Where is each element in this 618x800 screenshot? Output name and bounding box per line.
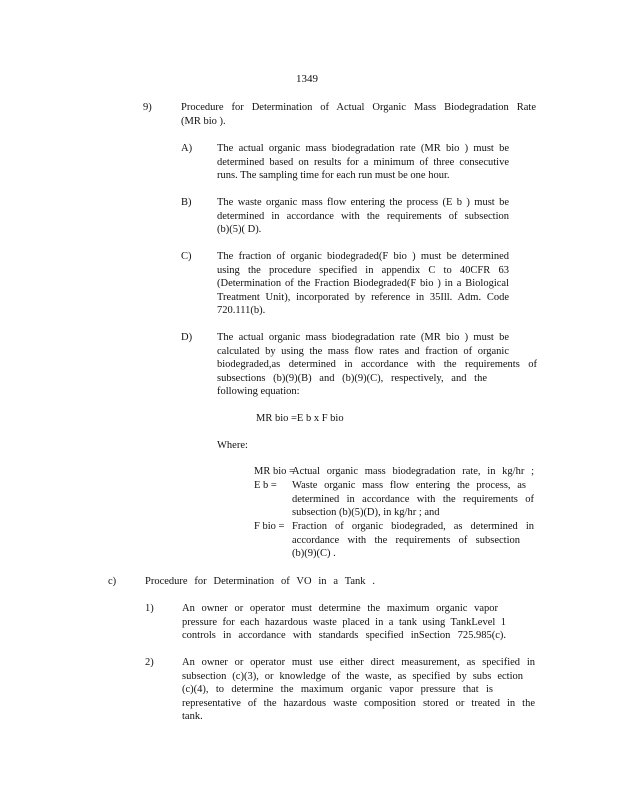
text-line: The waste organic mass flow entering the process (E b ) must be bbox=[217, 197, 509, 208]
text-line: Waste organic mass flow entering the process, as bbox=[292, 480, 526, 491]
definition-text bbox=[292, 479, 534, 520]
definition-term: MR bio = bbox=[254, 466, 295, 477]
text-line: (Determination of the Fraction Biodegraded(F bio ) in a Biological bbox=[217, 278, 509, 290]
section-c-marker: c) bbox=[108, 576, 117, 587]
text-line: pressure for each hazardous waste placed in a tank using TankLevel 1 bbox=[182, 616, 506, 628]
text-line: tank. bbox=[182, 711, 203, 723]
text-line: determined based on results for a minimum of three consecutive bbox=[217, 156, 509, 168]
definition-term: E b = bbox=[254, 480, 277, 491]
text-line: Actual organic mass biodegradation rate, in kg/hr ; bbox=[292, 466, 534, 477]
text-line: An owner or operator must use either direct measurement, as specified in bbox=[182, 657, 535, 668]
text-line: biodegraded,as determined in accordance with the requirements of bbox=[217, 359, 537, 371]
equation: MR bio =E b x F bio bbox=[256, 413, 344, 424]
definition-term: F bio = bbox=[254, 521, 285, 532]
text-line: using the procedure specified in appendix C to 40CFR 63 bbox=[217, 264, 509, 276]
text-line: (b)(9)(C) . bbox=[292, 548, 336, 560]
page-number: 1349 bbox=[296, 73, 318, 85]
text-line: subsection (c)(3), or knowledge of the waste, as specified by subs ection bbox=[182, 670, 523, 682]
item-b-text bbox=[217, 196, 509, 237]
definition-text bbox=[292, 520, 534, 561]
heading-line: (MR bio ). bbox=[181, 115, 226, 127]
text-line: representative of the hazardous waste composition stored or treated in the bbox=[182, 697, 535, 709]
heading-line: Procedure for Determination of Actual Organic Mass Biodegradation Rate bbox=[181, 102, 536, 113]
text-line: The fraction of organic biodegraded(F bio ) must be determined bbox=[217, 251, 509, 262]
text-line: Treatment Unit), incorporated by reference in 35Ill. Adm. Code bbox=[217, 291, 509, 303]
item-d-text bbox=[217, 331, 537, 399]
text-line: subsection (b)(5)(D), in kg/hr ; and bbox=[292, 507, 440, 519]
item-1-text bbox=[182, 602, 506, 643]
text-line: calculated by using the mass flow rates and fraction of organic bbox=[217, 345, 509, 357]
text-line: (c)(4), to determine the maximum organic vapor pressure that is bbox=[182, 684, 493, 696]
item-2-marker: 2) bbox=[145, 657, 154, 668]
item-1-marker: 1) bbox=[145, 603, 154, 614]
text-line: Fraction of organic biodegraded, as determined in bbox=[292, 521, 534, 532]
text-line: determined in accordance with the requirements of bbox=[292, 493, 534, 505]
where-label: Where: bbox=[217, 440, 248, 451]
section-9-heading bbox=[181, 101, 536, 128]
heading-line: Procedure for Determination of VO in a Tank . bbox=[145, 576, 375, 587]
item-c-text bbox=[217, 250, 509, 318]
item-a-text bbox=[217, 142, 509, 183]
item-a-marker: A) bbox=[181, 143, 193, 154]
text-line: controls in accordance with standards specified inSection 725.985(c). bbox=[182, 630, 506, 642]
section-9-marker: 9) bbox=[143, 102, 152, 113]
text-line: The actual organic mass biodegradation rate (MR bio ) must be bbox=[217, 332, 509, 343]
text-line: An owner or operator must determine the maximum organic vapor bbox=[182, 603, 498, 614]
text-line: following equation: bbox=[217, 386, 300, 398]
text-line: runs. The sampling time for each run must be one hour. bbox=[217, 170, 450, 182]
definition-text bbox=[292, 465, 534, 479]
text-line: accordance with the requirements of subsection bbox=[292, 534, 520, 546]
item-c-marker: C) bbox=[181, 251, 192, 262]
item-d-marker: D) bbox=[181, 332, 193, 343]
text-line: subsections (b)(9)(B) and (b)(9)(C), respectively, and the bbox=[217, 372, 487, 384]
item-b-marker: B) bbox=[181, 197, 192, 208]
text-line: 720.111(b). bbox=[217, 305, 266, 317]
section-c-heading bbox=[145, 575, 375, 589]
text-line: determined in accordance with the requirements of subsection bbox=[217, 210, 509, 222]
text-line: (b)(5)( D). bbox=[217, 224, 262, 236]
text-line: The actual organic mass biodegradation rate (MR bio ) must be bbox=[217, 143, 509, 154]
item-2-text bbox=[182, 656, 535, 724]
